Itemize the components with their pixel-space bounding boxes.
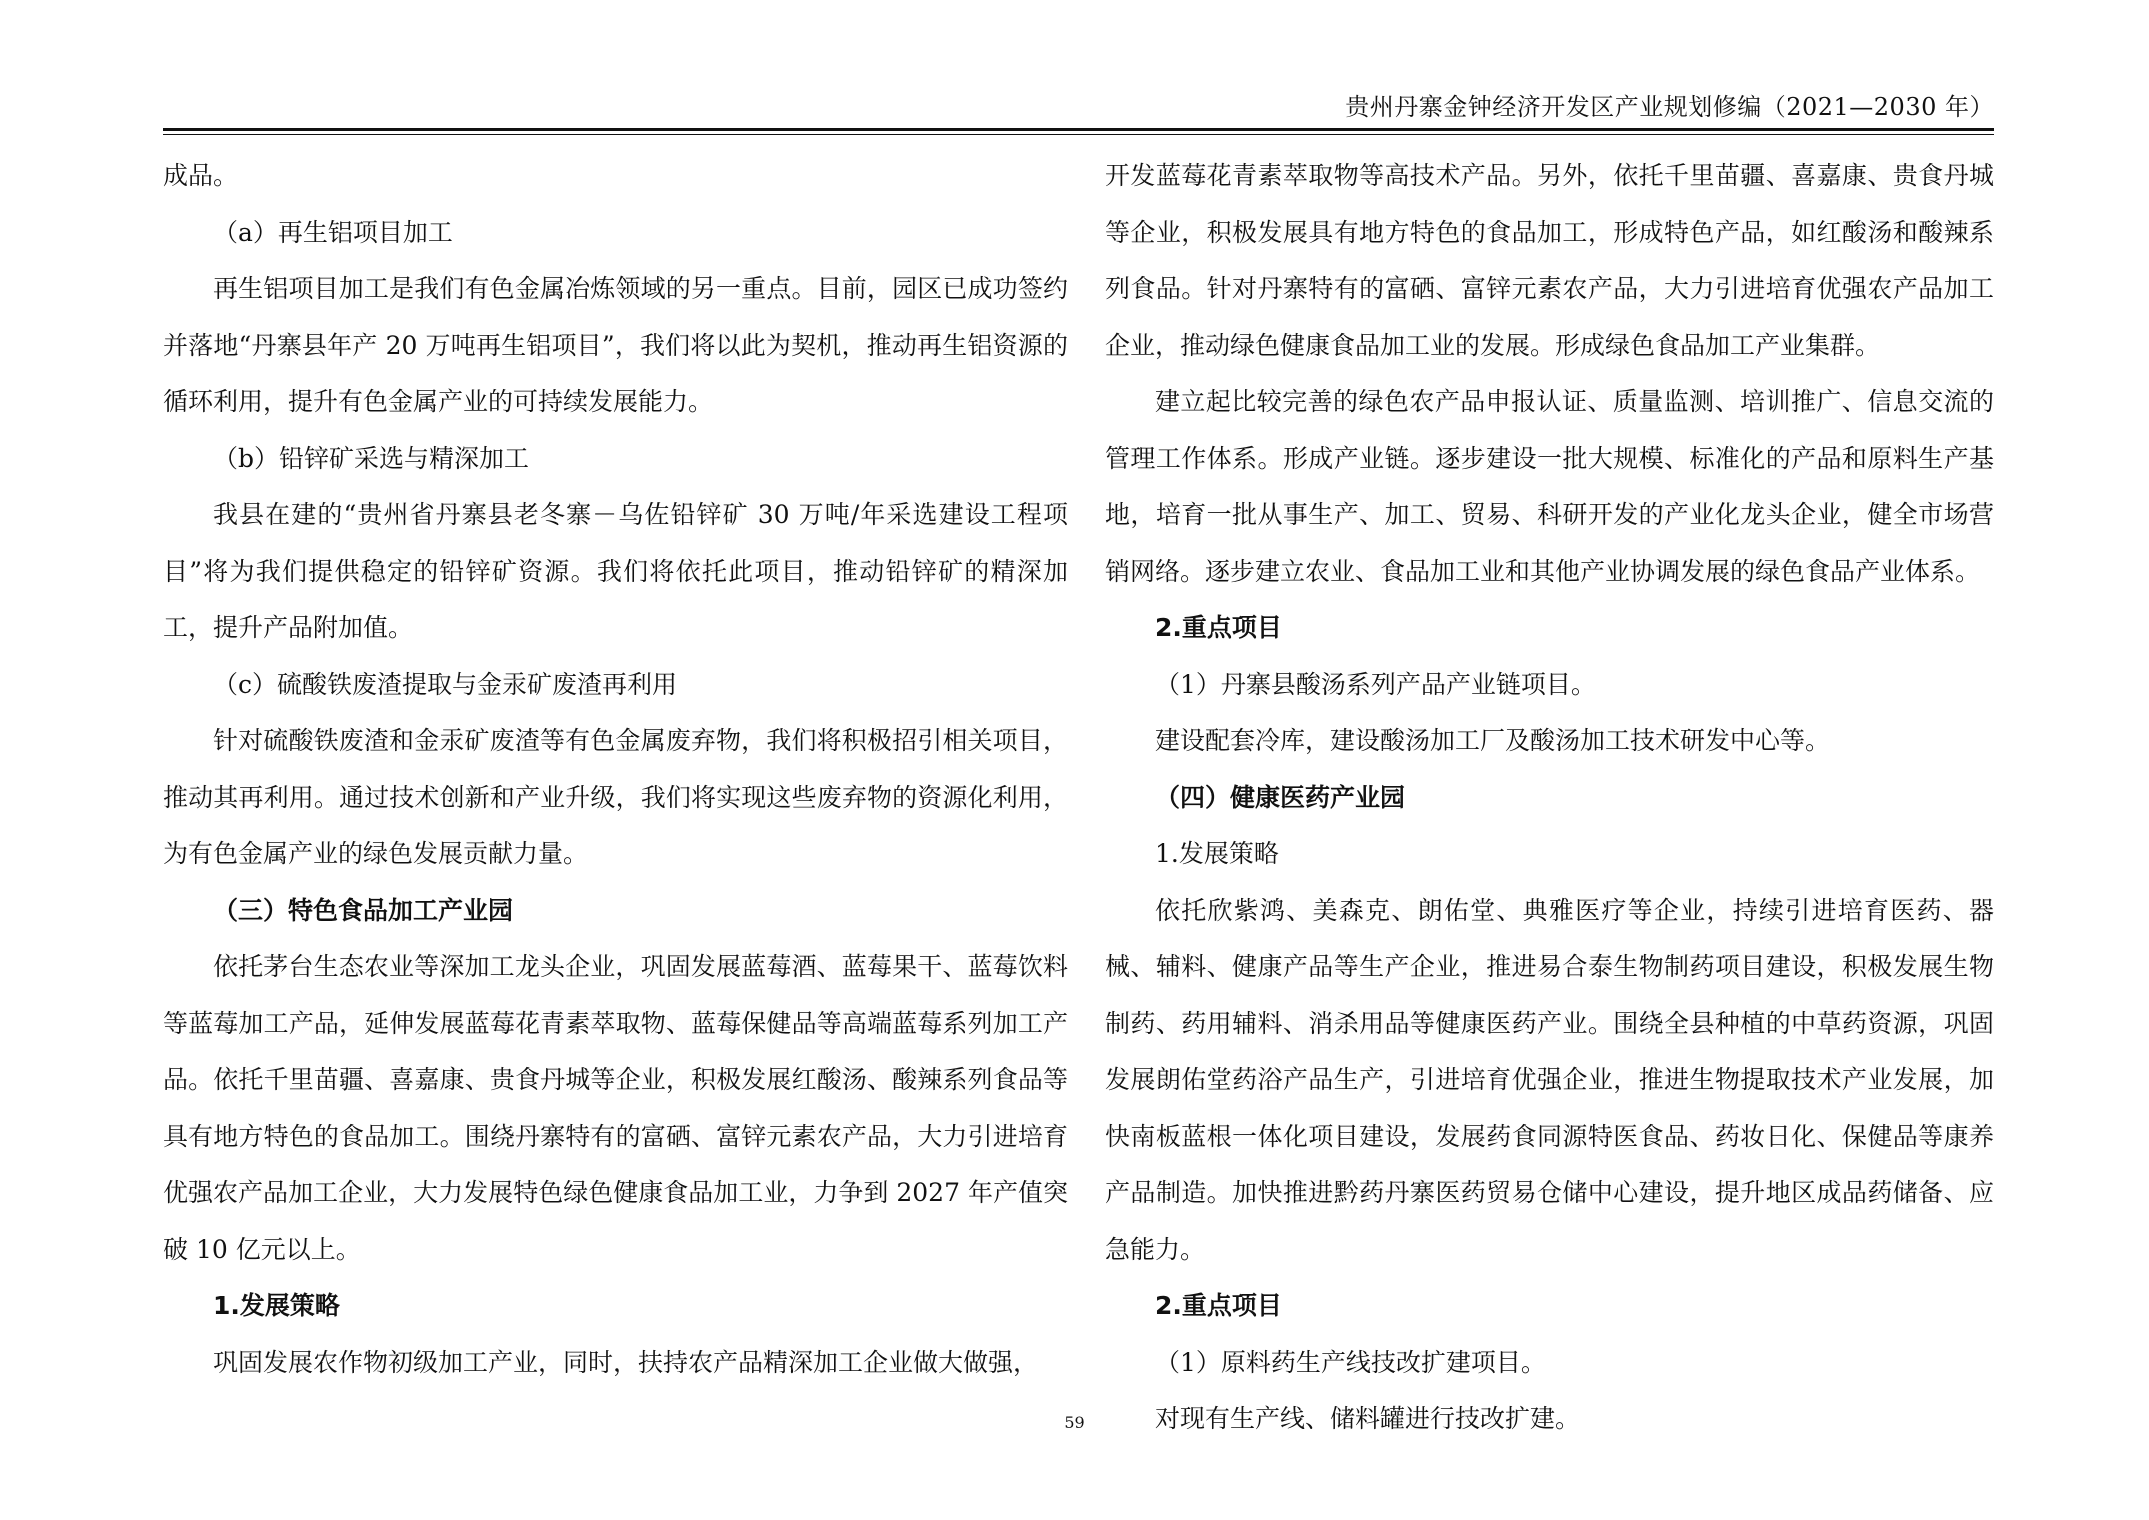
- paragraph-sour-soup-project: 建设配套冷库，建设酸汤加工厂及酸汤加工技术研发中心等。: [1155, 726, 1831, 755]
- right-column: [1105, 148, 1994, 1448]
- heading-key-projects-2: 2.重点项目: [1155, 1291, 1282, 1320]
- subheading-lead-zinc: （b）铅锌矿采选与精深加工: [213, 443, 530, 473]
- paragraph-lead-zinc: 我县在建的“贵州省丹寨县老冬寨－乌佐铅锌矿 30 万吨/年采选建设工程项目”将为我们提供稳定的铅锌矿资源。我们将依托此项目，推动铅锌矿的精深加工，提升产品附加值。: [163, 500, 1068, 642]
- left-column: [163, 148, 1068, 1391]
- paragraph-green-food-system: 建立起比较完善的绿色农产品申报认证、质量监测、培训推广、信息交流的管理工作体系。形成产业链。逐步建设一批大规模、标准化的产品和原料生产基地，培育一批从事生产、加工、贸易、科研开发的产业化龙头企业，健全市场营销网络。逐步建立农业、食品加工业和其他产业协调发展的绿色食品产业体系。: [1105, 387, 1994, 586]
- page-header: 贵州丹寨金钟经济开发区产业规划修编（2021—2030 年）: [1345, 93, 1994, 121]
- continuation-text: 成品。: [163, 161, 239, 190]
- paragraph-waste-residue: 针对硫酸铁废渣和金汞矿废渣等有色金属废弃物，我们将积极招引相关项目，推动其再利用。通过技术创新和产业升级，我们将实现这些废弃物的资源化利用，为有色金属产业的绿色发展贡献力量。: [163, 726, 1068, 868]
- subheading-development-strategy: 1.发展策略: [1155, 839, 1279, 868]
- item-api-line-project: （1）原料药生产线技改扩建项目。: [1155, 1347, 1546, 1377]
- section-heading-food-park: （三）特色食品加工产业园: [213, 895, 514, 925]
- paragraph-strategy-start: 巩固发展农作物初级加工产业，同时，扶持农产品精深加工企业做大做强，: [213, 1347, 1039, 1377]
- heading-development-strategy: 1.发展策略: [213, 1291, 340, 1320]
- paragraph-health-medicine: 依托欣紫鸿、美森克、朗佑堂、典雅医疗等企业，持续引进培育医药、器械、辅料、健康产品等生产企业，推进易合泰生物制药项目建设，积极发展生物制药、药用辅料、消杀用品等健康医药产业。围绕全县种植的中草药资源，巩固发展朗佑堂药浴产品生产，引进培育优强企业，推进生物提取技术产业发展，加快南板蓝根一体化项目建设，发展药食同源特医食品、药妆日化、保健品等康养产品制造。加快推进黔药丹寨医药贸易仓储中心建设，提升地区成品药储备、应急能力。: [1105, 895, 1994, 1264]
- header-rule-thin: [163, 134, 1994, 135]
- subheading-waste-residue: （c）硫酸铁废渣提取与金汞矿废渣再利用: [213, 669, 678, 699]
- subheading-recycled-aluminum: （a）再生铝项目加工: [213, 217, 453, 247]
- section-heading-health-medicine-park: （四）健康医药产业园: [1155, 782, 1406, 812]
- paragraph-recycled-aluminum: 再生铝项目加工是我们有色金属冶炼领域的另一重点。目前，园区已成功签约并落地“丹寨县年产 20 万吨再生铝项目”，我们将以此为契机，推动再生铝资源的循环利用，提升有色金属产业的可持续发展能力。: [163, 274, 1068, 416]
- continuation-text: 开发蓝莓花青素萃取物等高技术产品。另外，依托千里苗疆、喜嘉康、贵食丹城等企业，积极发展具有地方特色的食品加工，形成特色产品，如红酸汤和酸辣系列食品。针对丹寨特有的富硒、富锌元素农产品，大力引进培育优强农产品加工企业，推动绿色健康食品加工业的发展。形成绿色食品加工产业集群。: [1105, 161, 1994, 360]
- page-number: 59: [1064, 1413, 1085, 1432]
- item-sour-soup-project: （1）丹寨县酸汤系列产品产业链项目。: [1155, 669, 1596, 699]
- header-rule-thick: [163, 128, 1994, 131]
- paragraph-food-park: 依托茅台生态农业等深加工龙头企业，巩固发展蓝莓酒、蓝莓果干、蓝莓饮料等蓝莓加工产品，延伸发展蓝莓花青素萃取物、蓝莓保健品等高端蓝莓系列加工产品。依托千里苗疆、喜嘉康、贵食丹城等企业，积极发展红酸汤、酸辣系列食品等具有地方特色的食品加工。围绕丹寨特有的富硒、富锌元素农产品，大力引进培育优强农产品加工企业，大力发展特色绿色健康食品加工业，力争到 2027 年产值突破 10 亿元以上。: [163, 952, 1068, 1264]
- heading-key-projects: 2.重点项目: [1155, 613, 1282, 642]
- paragraph-api-line-project: 对现有生产线、储料罐进行技改扩建。: [1155, 1404, 1581, 1433]
- header-rule: [163, 128, 1994, 137]
